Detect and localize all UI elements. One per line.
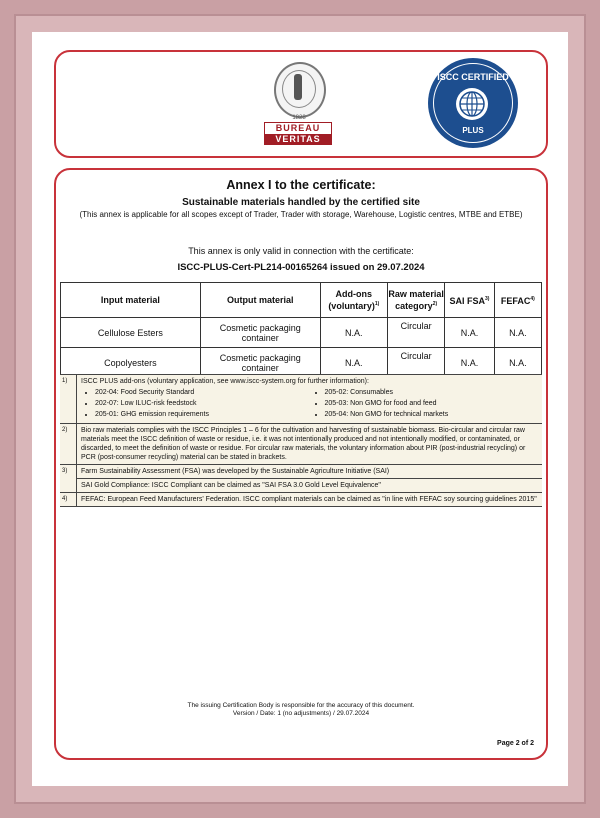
cell-output: Cosmetic packaging container xyxy=(200,318,320,348)
footnote-addons-intro: ISCC PLUS add-ons (voluntary application, see www.iscc-system.org for further information): xyxy=(81,378,369,385)
materials-table xyxy=(60,282,542,378)
logo-header-box xyxy=(54,50,548,158)
page-number: Page 2 of 2 xyxy=(497,740,534,747)
footnote-number: 3) xyxy=(62,468,68,474)
certificate-number: ISCC-PLUS-Cert-PL214-00165264 issued on 29.07.2024 xyxy=(177,262,425,273)
cell-fefac: N.A. xyxy=(494,318,541,348)
cell-raw: Circular xyxy=(388,318,445,348)
list-item: • 205-02: Consumables xyxy=(325,388,541,397)
footnote-number: 2) xyxy=(62,427,68,433)
addons-list-right xyxy=(311,386,541,421)
bv-veritas-text: VERITAS xyxy=(264,134,332,145)
col-fefac: FEFAC$^{4)}$ xyxy=(494,283,541,318)
col-raw-material-category: Raw material category$^{2)}$ xyxy=(388,283,445,318)
cell-sai: N.A. xyxy=(445,348,494,378)
footnote-number: 4) xyxy=(62,496,68,502)
cell-addons: N.A. xyxy=(320,318,387,348)
iscc-plus-text: PLUS xyxy=(462,126,484,135)
addons-list-left xyxy=(81,386,311,421)
cell-input: Cellulose Esters xyxy=(61,318,201,348)
list-item: • 205-03: Non GMO for food and feed xyxy=(325,399,541,408)
footnote-2 xyxy=(60,424,542,465)
footnote-number: 1) xyxy=(62,378,68,384)
cell-output: Cosmetic packaging container xyxy=(200,348,320,378)
list-item: • 205-04: Non GMO for technical markets xyxy=(325,410,541,419)
col-output-material: Output material xyxy=(200,283,320,318)
footnote-fsa-text: Farm Sustainability Assessment (FSA) was developed by the Sustainable Agriculture Initiative (SAI) xyxy=(77,465,542,479)
footnote-raw-material-text: Bio raw materials complies with the ISCC Principles 1 – 6 for the cultivation and harvesting of sustainable biomass. Bio-circular and circular raw materials meet the ISCC definition of waste or residue, i.e. it was not intentionally produced and not intentionally modified, or contaminated, or discarded, to meet the definition of waste or residue. For circular raw materials, the voluntary information about PIR (post-industrial recycling) or PCR (post-consumer recycling) material can be stated in brackets. xyxy=(76,424,542,464)
cell-addons: N.A. xyxy=(320,348,387,378)
col-sai-fsa: SAI FSA$^{3)}$ xyxy=(445,283,494,318)
certificate-page xyxy=(32,32,568,786)
bv-year: 1828 xyxy=(292,115,306,121)
footnote-fefac-text: FEFAC: European Feed Manufacturers' Federation. ISCC compliant materials can be claimed as "in line with FEFAC soy sourcing guidelines 2015" xyxy=(76,493,542,506)
annex-scope-note: (This annex is applicable for all scopes except of Trader, Trader with storage, Warehouse, Logistic centres, MTBE and ETBE) xyxy=(79,210,523,219)
globe-icon xyxy=(456,88,488,120)
table-row xyxy=(61,348,542,378)
bureau-veritas-seal-icon xyxy=(274,62,326,118)
footnotes xyxy=(60,374,542,507)
annex-title: Annex I to the certificate: xyxy=(226,178,376,192)
annex-content-box xyxy=(54,168,548,760)
col-input-material: Input material xyxy=(61,283,201,318)
version-date-text: Version / Date: 1 (no adjustments) / 29.07.2024 xyxy=(232,710,370,717)
iscc-certified-plus-logo xyxy=(428,58,518,148)
footnote-sai-gold-text: SAI Gold Compliance: ISCC Compliant can be claimed as "SAI FSA 3.0 Gold Level Equivalence" xyxy=(81,482,381,489)
list-item: • 205-01: GHG emission requirements xyxy=(95,410,311,419)
bureau-veritas-logo xyxy=(262,62,336,152)
validity-statement: This annex is only valid in connection with the certificate: xyxy=(188,246,414,256)
annex-subtitle: Sustainable materials handled by the certified site xyxy=(182,197,420,208)
footnote-3 xyxy=(60,465,542,493)
cell-fefac: N.A. xyxy=(494,348,541,378)
bv-bureau-text: BUREAU xyxy=(264,122,332,135)
cell-sai: N.A. xyxy=(445,318,494,348)
cell-raw: Circular xyxy=(388,348,445,378)
cell-input: Copolyesters xyxy=(61,348,201,378)
responsibility-text: The issuing Certification Body is responsible for the accuracy of this document. xyxy=(187,702,415,709)
iscc-top-text: ISCC CERTIFIED xyxy=(437,72,509,82)
table-row xyxy=(61,318,542,348)
footnote-4 xyxy=(60,493,542,507)
footnote-1 xyxy=(60,375,542,424)
list-item: • 202-07: Low ILUC-risk feedstock xyxy=(95,399,311,408)
footer-responsibility xyxy=(56,702,546,718)
col-add-ons: Add-ons (voluntary)$^{1)}$ xyxy=(320,283,387,318)
list-item: • 202-04: Food Security Standard xyxy=(95,388,311,397)
